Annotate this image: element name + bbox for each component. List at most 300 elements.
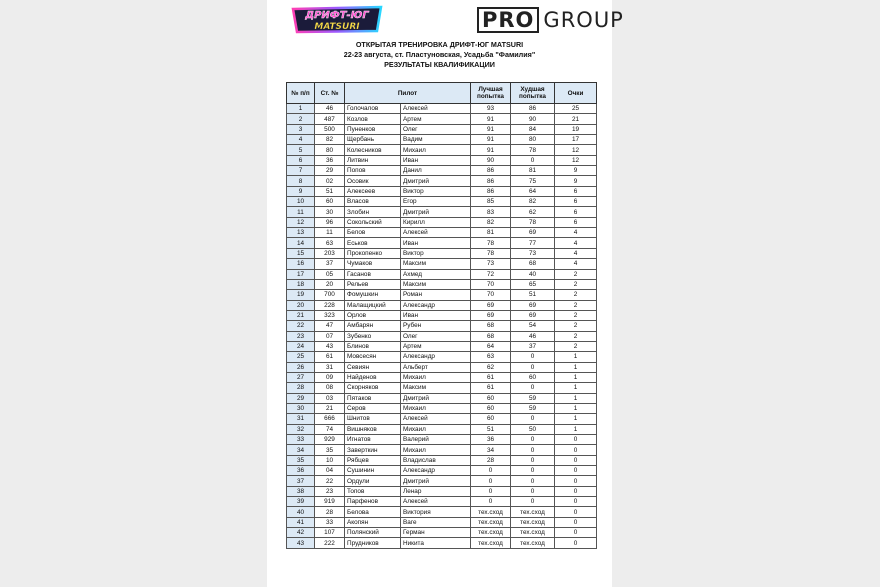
cell-first-name: Данил <box>401 166 471 176</box>
cell-last-name: Серов <box>345 403 401 413</box>
cell-points: 0 <box>555 455 597 465</box>
cell-best-attempt: 69 <box>471 310 511 320</box>
table-row <box>287 393 597 403</box>
cell-start-number: 700 <box>315 290 345 300</box>
cell-first-name: Михаил <box>401 445 471 455</box>
logo-pro-text: PRO <box>477 7 539 33</box>
cell-position: 16 <box>287 259 315 269</box>
cell-position: 24 <box>287 341 315 351</box>
cell-position: 22 <box>287 321 315 331</box>
cell-first-name: Максим <box>401 383 471 393</box>
cell-start-number: 323 <box>315 310 345 320</box>
header-num: № п/п <box>287 83 315 104</box>
cell-position: 40 <box>287 507 315 517</box>
cell-first-name: Роман <box>401 290 471 300</box>
header-points: Очки <box>555 83 597 104</box>
cell-first-name: Александр <box>401 352 471 362</box>
table-row <box>287 486 597 496</box>
table-row <box>287 517 597 527</box>
heading-results-title: РЕЗУЛЬТАТЫ КВАЛИФИКАЦИИ <box>384 60 495 69</box>
cell-worst-attempt: 0 <box>511 414 555 424</box>
cell-worst-attempt: 51 <box>511 290 555 300</box>
cell-best-attempt: 69 <box>471 300 511 310</box>
cell-points: 1 <box>555 393 597 403</box>
cell-last-name: Прудников <box>345 538 401 548</box>
cell-last-name: Пятаков <box>345 393 401 403</box>
cell-points: 9 <box>555 176 597 186</box>
table-row <box>287 445 597 455</box>
cell-best-attempt: 70 <box>471 290 511 300</box>
cell-start-number: 47 <box>315 321 345 331</box>
cell-last-name: Топов <box>345 486 401 496</box>
cell-start-number: 51 <box>315 186 345 196</box>
table-row <box>287 114 597 124</box>
cell-worst-attempt: 62 <box>511 207 555 217</box>
table-row <box>287 279 597 289</box>
cell-points: 0 <box>555 435 597 445</box>
cell-worst-attempt: 82 <box>511 197 555 207</box>
cell-points: 0 <box>555 538 597 548</box>
cell-first-name: Виктор <box>401 186 471 196</box>
cell-start-number: 43 <box>315 341 345 351</box>
cell-last-name: Злобин <box>345 207 401 217</box>
cell-position: 5 <box>287 145 315 155</box>
table-row <box>287 352 597 362</box>
cell-worst-attempt: 0 <box>511 383 555 393</box>
cell-best-attempt: 78 <box>471 238 511 248</box>
cell-start-number: 74 <box>315 424 345 434</box>
cell-start-number: 29 <box>315 166 345 176</box>
cell-worst-attempt: 80 <box>511 135 555 145</box>
cell-start-number: 10 <box>315 455 345 465</box>
cell-first-name: Дмитрий <box>401 207 471 217</box>
cell-worst-attempt: 0 <box>511 155 555 165</box>
cell-start-number: 203 <box>315 248 345 258</box>
cell-last-name: Вишняков <box>345 424 401 434</box>
cell-best-attempt: 0 <box>471 466 511 476</box>
cell-first-name: Виктория <box>401 507 471 517</box>
table-row <box>287 528 597 538</box>
cell-worst-attempt: 0 <box>511 455 555 465</box>
cell-points: 21 <box>555 114 597 124</box>
cell-best-attempt: 91 <box>471 145 511 155</box>
cell-start-number: 20 <box>315 279 345 289</box>
cell-position: 32 <box>287 424 315 434</box>
table-row <box>287 403 597 413</box>
cell-worst-attempt: 59 <box>511 403 555 413</box>
cell-best-attempt: 91 <box>471 135 511 145</box>
cell-best-attempt: 86 <box>471 176 511 186</box>
cell-first-name: Александр <box>401 466 471 476</box>
cell-first-name: Алексей <box>401 497 471 507</box>
cell-worst-attempt: тех.сход <box>511 528 555 538</box>
cell-worst-attempt: тех.сход <box>511 538 555 548</box>
cell-start-number: 500 <box>315 124 345 134</box>
cell-points: 2 <box>555 279 597 289</box>
cell-start-number: 07 <box>315 331 345 341</box>
table-row <box>287 331 597 341</box>
cell-points: 1 <box>555 383 597 393</box>
cell-points: 4 <box>555 248 597 258</box>
cell-position: 23 <box>287 331 315 341</box>
cell-start-number: 30 <box>315 207 345 217</box>
logo-group-text: GROUP <box>543 8 624 32</box>
cell-first-name: Вадим <box>401 135 471 145</box>
cell-best-attempt: 60 <box>471 414 511 424</box>
cell-start-number: 919 <box>315 497 345 507</box>
header-pilot: Пилот <box>345 83 471 104</box>
cell-position: 28 <box>287 383 315 393</box>
cell-first-name: Иван <box>401 155 471 165</box>
cell-worst-attempt: 69 <box>511 310 555 320</box>
table-row <box>287 104 597 114</box>
cell-first-name: Максим <box>401 279 471 289</box>
cell-start-number: 222 <box>315 538 345 548</box>
cell-position: 33 <box>287 435 315 445</box>
cell-worst-attempt: 59 <box>511 393 555 403</box>
cell-start-number: 33 <box>315 517 345 527</box>
cell-start-number: 04 <box>315 466 345 476</box>
cell-points: 0 <box>555 507 597 517</box>
table-body <box>287 104 597 549</box>
cell-position: 36 <box>287 466 315 476</box>
cell-worst-attempt: 78 <box>511 217 555 227</box>
cell-points: 1 <box>555 424 597 434</box>
cell-worst-attempt: 0 <box>511 486 555 496</box>
cell-worst-attempt: 0 <box>511 352 555 362</box>
cell-last-name: Еськов <box>345 238 401 248</box>
cell-first-name: Иван <box>401 238 471 248</box>
cell-last-name: Игнатов <box>345 435 401 445</box>
cell-start-number: 05 <box>315 269 345 279</box>
cell-points: 2 <box>555 321 597 331</box>
cell-points: 2 <box>555 310 597 320</box>
table-row <box>287 424 597 434</box>
cell-points: 17 <box>555 135 597 145</box>
cell-best-attempt: 78 <box>471 248 511 258</box>
cell-last-name: Белова <box>345 507 401 517</box>
cell-start-number: 96 <box>315 217 345 227</box>
cell-worst-attempt: 90 <box>511 114 555 124</box>
cell-points: 0 <box>555 517 597 527</box>
table-row <box>287 228 597 238</box>
cell-last-name: Шнитов <box>345 414 401 424</box>
cell-position: 10 <box>287 197 315 207</box>
table-row <box>287 238 597 248</box>
cell-points: 19 <box>555 124 597 134</box>
cell-best-attempt: тех.сход <box>471 517 511 527</box>
cell-start-number: 60 <box>315 197 345 207</box>
cell-best-attempt: 63 <box>471 352 511 362</box>
cell-position: 13 <box>287 228 315 238</box>
cell-position: 26 <box>287 362 315 372</box>
cell-worst-attempt: 0 <box>511 476 555 486</box>
cell-start-number: 107 <box>315 528 345 538</box>
cell-best-attempt: тех.сход <box>471 528 511 538</box>
cell-best-attempt: 85 <box>471 197 511 207</box>
cell-first-name: Егор <box>401 197 471 207</box>
cell-best-attempt: 83 <box>471 207 511 217</box>
cell-last-name: Малащицкий <box>345 300 401 310</box>
cell-position: 43 <box>287 538 315 548</box>
cell-worst-attempt: 0 <box>511 497 555 507</box>
cell-first-name: Алексей <box>401 414 471 424</box>
cell-last-name: Заверткин <box>345 445 401 455</box>
cell-first-name: Владислав <box>401 455 471 465</box>
table-row <box>287 217 597 227</box>
cell-start-number: 02 <box>315 176 345 186</box>
cell-position: 2 <box>287 114 315 124</box>
cell-first-name: Никита <box>401 538 471 548</box>
cell-points: 2 <box>555 341 597 351</box>
cell-points: 2 <box>555 300 597 310</box>
cell-first-name: Виктор <box>401 248 471 258</box>
cell-last-name: Власов <box>345 197 401 207</box>
cell-last-name: Рябцев <box>345 455 401 465</box>
cell-last-name: Щербань <box>345 135 401 145</box>
header-worst-attempt <box>511 83 555 104</box>
cell-best-attempt: 36 <box>471 435 511 445</box>
cell-first-name: Максим <box>401 259 471 269</box>
cell-worst-attempt: 60 <box>511 372 555 382</box>
cell-position: 18 <box>287 279 315 289</box>
cell-best-attempt: 34 <box>471 445 511 455</box>
cell-worst-attempt: 77 <box>511 238 555 248</box>
cell-start-number: 35 <box>315 445 345 455</box>
table-row <box>287 155 597 165</box>
cell-points: 2 <box>555 331 597 341</box>
cell-first-name: Ленар <box>401 486 471 496</box>
cell-best-attempt: 91 <box>471 114 511 124</box>
cell-best-attempt: 62 <box>471 362 511 372</box>
cell-points: 2 <box>555 269 597 279</box>
cell-last-name: Орлов <box>345 310 401 320</box>
document-heading <box>267 40 612 70</box>
table-row <box>287 259 597 269</box>
cell-first-name: Дмитрий <box>401 393 471 403</box>
cell-last-name: Рельев <box>345 279 401 289</box>
cell-best-attempt: 90 <box>471 155 511 165</box>
cell-last-name: Колесников <box>345 145 401 155</box>
progroup-logo <box>477 7 624 33</box>
cell-position: 39 <box>287 497 315 507</box>
cell-worst-attempt: 40 <box>511 269 555 279</box>
cell-points: 1 <box>555 372 597 382</box>
qualification-results-table <box>286 82 597 549</box>
cell-worst-attempt: 64 <box>511 186 555 196</box>
cell-last-name: Мовсесян <box>345 352 401 362</box>
cell-worst-attempt: 86 <box>511 104 555 114</box>
table-row <box>287 538 597 548</box>
table-row <box>287 124 597 134</box>
cell-worst-attempt: тех.сход <box>511 517 555 527</box>
cell-points: 6 <box>555 186 597 196</box>
cell-start-number: 666 <box>315 414 345 424</box>
table-row <box>287 383 597 393</box>
cell-start-number: 23 <box>315 486 345 496</box>
table-row <box>287 248 597 258</box>
cell-best-attempt: 73 <box>471 259 511 269</box>
cell-worst-attempt: 0 <box>511 362 555 372</box>
cell-start-number: 31 <box>315 362 345 372</box>
table-row <box>287 321 597 331</box>
cell-points: 12 <box>555 155 597 165</box>
cell-first-name: Артем <box>401 341 471 351</box>
cell-last-name: Блинов <box>345 341 401 351</box>
cell-start-number: 22 <box>315 476 345 486</box>
table-row <box>287 310 597 320</box>
cell-worst-attempt: 50 <box>511 424 555 434</box>
cell-best-attempt: 82 <box>471 217 511 227</box>
cell-first-name: Герман <box>401 528 471 538</box>
cell-first-name: Михаил <box>401 145 471 155</box>
cell-first-name: Алексей <box>401 104 471 114</box>
cell-worst-attempt: 37 <box>511 341 555 351</box>
table-row <box>287 145 597 155</box>
cell-position: 12 <box>287 217 315 227</box>
cell-position: 6 <box>287 155 315 165</box>
cell-first-name: Ваге <box>401 517 471 527</box>
table-row <box>287 507 597 517</box>
cell-points: 2 <box>555 290 597 300</box>
cell-best-attempt: 0 <box>471 497 511 507</box>
cell-start-number: 929 <box>315 435 345 445</box>
cell-best-attempt: 81 <box>471 228 511 238</box>
cell-position: 25 <box>287 352 315 362</box>
table-row <box>287 497 597 507</box>
cell-first-name: Дмитрий <box>401 476 471 486</box>
cell-worst-attempt: 81 <box>511 166 555 176</box>
cell-worst-attempt: 75 <box>511 176 555 186</box>
cell-worst-attempt: 69 <box>511 228 555 238</box>
cell-last-name: Пуненков <box>345 124 401 134</box>
cell-best-attempt: 86 <box>471 166 511 176</box>
cell-worst-attempt: 69 <box>511 300 555 310</box>
cell-last-name: Голочалов <box>345 104 401 114</box>
drift-yug-matsuri-logo <box>289 4 385 34</box>
cell-points: 0 <box>555 476 597 486</box>
cell-worst-attempt: 68 <box>511 259 555 269</box>
cell-start-number: 61 <box>315 352 345 362</box>
cell-position: 38 <box>287 486 315 496</box>
cell-first-name: Артем <box>401 114 471 124</box>
cell-points: 12 <box>555 145 597 155</box>
cell-last-name: Ордули <box>345 476 401 486</box>
cell-position: 9 <box>287 186 315 196</box>
cell-best-attempt: 64 <box>471 341 511 351</box>
cell-last-name: Козлов <box>345 114 401 124</box>
cell-best-attempt: 61 <box>471 372 511 382</box>
cell-last-name: Сушинин <box>345 466 401 476</box>
cell-position: 42 <box>287 528 315 538</box>
cell-start-number: 11 <box>315 228 345 238</box>
cell-first-name: Ахмед <box>401 269 471 279</box>
cell-position: 35 <box>287 455 315 465</box>
cell-first-name: Михаил <box>401 424 471 434</box>
cell-best-attempt: тех.сход <box>471 507 511 517</box>
table-row <box>287 186 597 196</box>
cell-last-name: Севиян <box>345 362 401 372</box>
header-best-line1: Лучшая <box>478 86 503 93</box>
cell-start-number: 21 <box>315 403 345 413</box>
cell-points: 25 <box>555 104 597 114</box>
cell-start-number: 28 <box>315 507 345 517</box>
logo-text-bottom: MATSURI <box>314 22 360 32</box>
cell-last-name: Скорняков <box>345 383 401 393</box>
cell-worst-attempt: 46 <box>511 331 555 341</box>
cell-last-name: Осовик <box>345 176 401 186</box>
cell-points: 6 <box>555 217 597 227</box>
cell-first-name: Иван <box>401 310 471 320</box>
cell-position: 41 <box>287 517 315 527</box>
cell-start-number: 80 <box>315 145 345 155</box>
cell-start-number: 03 <box>315 393 345 403</box>
cell-last-name: Сокольский <box>345 217 401 227</box>
heading-date-location: 22-23 августа, ст. Пластуновская, Усадьба "Фамилия" <box>343 50 536 59</box>
cell-worst-attempt: 0 <box>511 466 555 476</box>
table-row <box>287 466 597 476</box>
table-row <box>287 269 597 279</box>
cell-start-number: 09 <box>315 372 345 382</box>
table-row <box>287 341 597 351</box>
cell-worst-attempt: 0 <box>511 435 555 445</box>
cell-last-name: Литвин <box>345 155 401 165</box>
cell-worst-attempt: 54 <box>511 321 555 331</box>
cell-first-name: Олег <box>401 331 471 341</box>
cell-position: 37 <box>287 476 315 486</box>
cell-position: 30 <box>287 403 315 413</box>
cell-last-name: Амбарян <box>345 321 401 331</box>
header-worst-line2: попытка <box>519 93 546 100</box>
cell-position: 4 <box>287 135 315 145</box>
cell-points: 1 <box>555 352 597 362</box>
cell-first-name: Михаил <box>401 372 471 382</box>
cell-first-name: Рубен <box>401 321 471 331</box>
cell-best-attempt: 0 <box>471 486 511 496</box>
cell-best-attempt: 28 <box>471 455 511 465</box>
cell-best-attempt: 60 <box>471 393 511 403</box>
cell-best-attempt: 60 <box>471 403 511 413</box>
cell-best-attempt: 91 <box>471 124 511 134</box>
cell-points: 0 <box>555 466 597 476</box>
cell-first-name: Александр <box>401 300 471 310</box>
header-best-line2: попытка <box>477 93 504 100</box>
cell-points: 0 <box>555 528 597 538</box>
cell-position: 17 <box>287 269 315 279</box>
cell-last-name: Попов <box>345 166 401 176</box>
cell-start-number: 37 <box>315 259 345 269</box>
table-row <box>287 135 597 145</box>
cell-points: 0 <box>555 486 597 496</box>
cell-position: 27 <box>287 372 315 382</box>
cell-worst-attempt: 73 <box>511 248 555 258</box>
cell-start-number: 36 <box>315 155 345 165</box>
cell-position: 1 <box>287 104 315 114</box>
heading-event-title: ОТКРЫТАЯ ТРЕНИРОВКА ДРИФТ-ЮГ MATSURI <box>355 40 524 49</box>
cell-position: 21 <box>287 310 315 320</box>
cell-position: 3 <box>287 124 315 134</box>
cell-points: 0 <box>555 445 597 455</box>
cell-points: 4 <box>555 238 597 248</box>
cell-last-name: Полянский <box>345 528 401 538</box>
cell-first-name: Кирилл <box>401 217 471 227</box>
table-row <box>287 207 597 217</box>
cell-first-name: Валерий <box>401 435 471 445</box>
cell-best-attempt: 93 <box>471 104 511 114</box>
cell-first-name: Олег <box>401 124 471 134</box>
cell-last-name: Найденов <box>345 372 401 382</box>
cell-start-number: 08 <box>315 383 345 393</box>
